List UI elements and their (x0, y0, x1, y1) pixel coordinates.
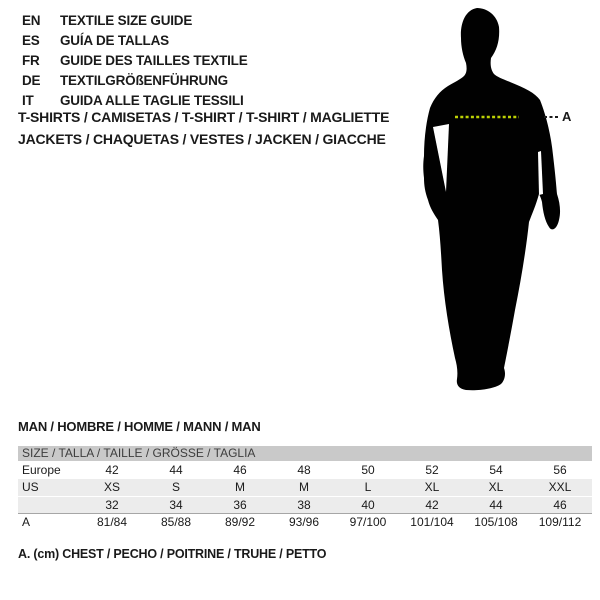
chest-measure-label: A (562, 109, 572, 124)
size-cell: 42 (105, 463, 119, 477)
measurement-footnote: A. (cm) CHEST / PECHO / POITRINE / TRUHE / PETTO (18, 547, 327, 561)
size-cell: 50 (361, 463, 375, 477)
size-cell: 56 (553, 463, 567, 477)
language-label: GUÍA DE TALLAS (60, 33, 169, 48)
size-cell: 101/104 (410, 515, 454, 529)
table-row (18, 479, 592, 496)
language-label: GUIDE DES TAILLES TEXTILE (60, 53, 248, 68)
size-cell: 34 (169, 498, 183, 512)
size-cell: XS (103, 480, 120, 494)
size-cell: 46 (233, 463, 247, 477)
row-label: A (22, 515, 31, 529)
category-tshirts: T-SHIRTS / CAMISETAS / T-SHIRT / T-SHIRT / MAGLIETTE (18, 109, 390, 125)
row-label: Europe (22, 463, 61, 477)
size-cell: M (299, 480, 309, 494)
size-cell: XL (488, 480, 504, 494)
size-cell: XXL (548, 480, 572, 494)
size-cell: 109/112 (538, 515, 582, 529)
category-jackets: JACKETS / CHAQUETAS / VESTES / JACKEN / GIACCHE (18, 131, 386, 147)
size-cell: 105/108 (474, 515, 518, 529)
size-cell: 44 (489, 498, 503, 512)
size-cell: 85/88 (160, 515, 192, 529)
size-cell: L (364, 480, 372, 494)
size-table (18, 446, 592, 530)
row-label (18, 497, 80, 513)
size-cell: 89/92 (224, 515, 256, 529)
size-cell: 40 (361, 498, 375, 512)
size-cell: 46 (553, 498, 567, 512)
language-code: IT (22, 93, 34, 108)
section-title-man: MAN / HOMBRE / HOMME / MANN / MAN (18, 419, 261, 434)
size-cell: 52 (425, 463, 439, 477)
size-cell: 42 (425, 498, 439, 512)
size-cell: 48 (297, 463, 311, 477)
size-cell: 97/100 (349, 515, 387, 529)
size-cell: 44 (169, 463, 183, 477)
size-cell: 93/96 (288, 515, 320, 529)
size-cell: 38 (297, 498, 311, 512)
size-cell: 36 (233, 498, 247, 512)
table-row (18, 496, 592, 513)
table-row (18, 513, 592, 530)
man-silhouette (423, 8, 560, 390)
language-label: GUIDA ALLE TAGLIE TESSILI (60, 93, 244, 108)
table-row (18, 462, 592, 479)
size-cell: S (171, 480, 180, 494)
size-cell: 32 (105, 498, 119, 512)
size-cell: XL (424, 480, 440, 494)
language-code: EN (22, 13, 41, 28)
size-table-body (18, 462, 592, 530)
language-code: FR (22, 53, 40, 68)
size-table-header: SIZE / TALLA / TAILLE / GRÖSSE / TAGLIA (18, 446, 592, 461)
language-label: TEXTILE SIZE GUIDE (60, 13, 193, 28)
size-cell: 81/84 (96, 515, 128, 529)
row-label: US (22, 480, 39, 494)
size-cell: M (235, 480, 245, 494)
language-label: TEXTILGRÖßENFÜHRUNG (60, 73, 228, 88)
language-code: ES (22, 33, 40, 48)
language-code: DE (22, 73, 41, 88)
size-cell: 54 (489, 463, 503, 477)
